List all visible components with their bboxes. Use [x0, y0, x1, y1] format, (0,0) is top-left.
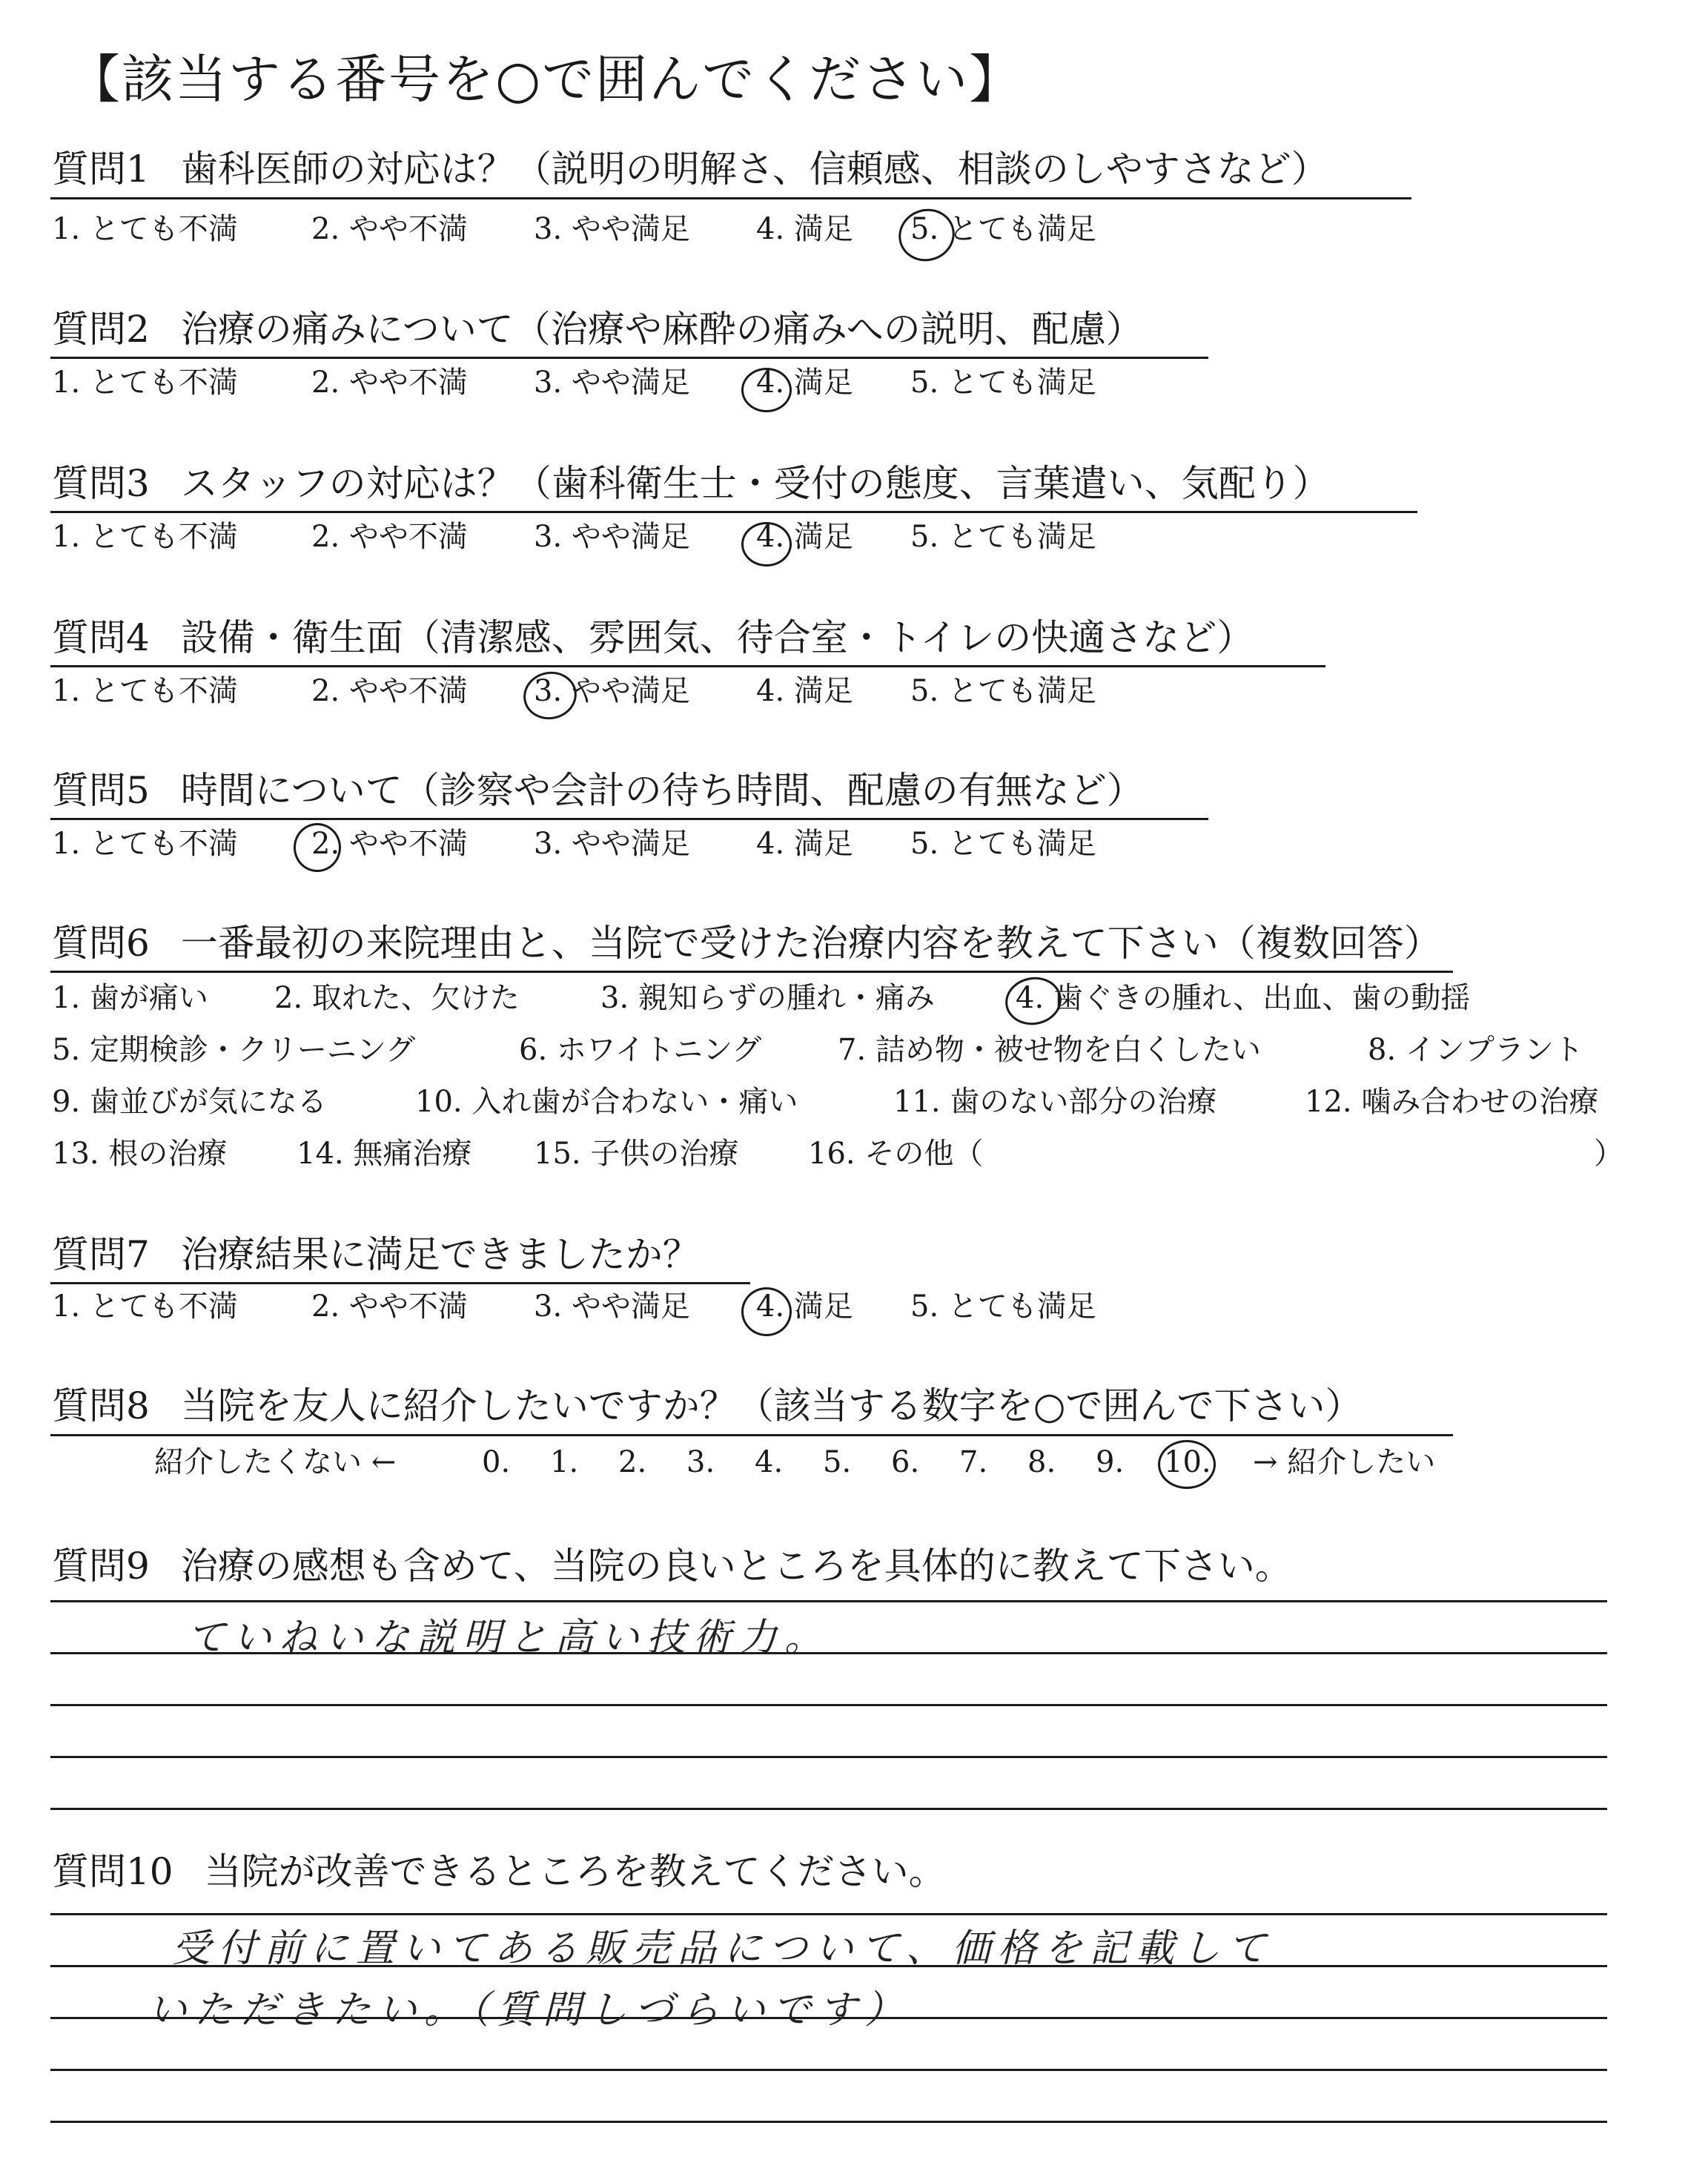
question-5-heading	[52, 767, 1144, 814]
scale-3[interactable]: 3.	[686, 1445, 715, 1479]
answer-line	[50, 1600, 1607, 1602]
selected-answer-circle	[1158, 1440, 1216, 1489]
option-10[interactable]: 10. 入れ歯が合わない・痛い	[415, 1085, 798, 1119]
answer-line	[50, 1756, 1607, 1758]
option-1[interactable]: 1. とても不満	[52, 674, 238, 708]
question-number: 質問10	[52, 1850, 173, 1893]
option-6[interactable]: 6. ホワイトニング	[519, 1033, 762, 1067]
option-5[interactable]: 5. とても満足	[910, 212, 1096, 246]
option-4[interactable]: 4. 満足	[756, 212, 853, 246]
selected-answer-circle	[741, 522, 792, 567]
question-6-heading	[52, 919, 1441, 967]
question-number: 質問7	[52, 1233, 150, 1276]
scale-left-label: 紹介したくない ←	[154, 1445, 397, 1479]
option-4[interactable]: 4. 歯ぐきの腫れ、出血、歯の動揺	[1016, 981, 1471, 1015]
option-13[interactable]: 13. 根の治療	[52, 1137, 228, 1171]
question-text: 当院を友人に紹介したいですか？（該当する数字を○で囲んで下さい）	[180, 1384, 1363, 1427]
scale-7[interactable]: 7.	[959, 1445, 988, 1479]
underline	[50, 971, 1453, 973]
option-2[interactable]: 2. やや不満	[311, 827, 468, 861]
option-4[interactable]: 4. 満足	[756, 674, 853, 708]
handwritten-answer-q9: ていねいな説明と高い技術力。	[187, 1616, 831, 1660]
option-2[interactable]: 2. やや不満	[311, 1289, 468, 1324]
option-3[interactable]: 3. やや満足	[534, 827, 690, 861]
question-9-heading	[52, 1542, 1292, 1590]
other-close-paren: ）	[1594, 1137, 1623, 1171]
question-text: スタッフの対応は？（歯科衛生士・受付の態度、言葉遣い、気配り）	[180, 462, 1330, 505]
option-5[interactable]: 5. とても満足	[910, 520, 1096, 554]
scale-10[interactable]: 10.	[1164, 1445, 1211, 1479]
question-text: 治療の痛みについて（治療や麻酔の痛みへの説明、配慮）	[180, 308, 1143, 351]
question-1-heading	[52, 145, 1328, 193]
option-4[interactable]: 4. 満足	[756, 827, 853, 861]
scale-4[interactable]: 4.	[755, 1445, 784, 1479]
question-4-heading	[52, 614, 1254, 661]
question-3-heading	[52, 460, 1330, 507]
option-1[interactable]: 1. とても不満	[52, 366, 238, 400]
option-3[interactable]: 3. やや満足	[534, 1289, 690, 1324]
option-2[interactable]: 2. やや不満	[311, 212, 468, 246]
question-text: 治療結果に満足できましたか？	[180, 1233, 700, 1276]
option-4[interactable]: 4. 満足	[756, 366, 853, 400]
option-8[interactable]: 8. インプラント	[1368, 1033, 1583, 1067]
selected-answer-circle	[741, 1287, 792, 1336]
underline	[50, 197, 1411, 199]
underline	[50, 818, 1208, 820]
answer-line	[50, 1704, 1607, 1706]
scale-8[interactable]: 8.	[1027, 1445, 1056, 1479]
option-4[interactable]: 4. 満足	[756, 520, 853, 554]
question-text: 設備・衛生面（清潔感、雰囲気、待合室・トイレの快適さなど）	[180, 616, 1254, 659]
answer-line	[50, 1808, 1607, 1810]
scale-9[interactable]: 9.	[1096, 1445, 1125, 1479]
selected-answer-circle	[741, 368, 792, 412]
answer-line	[50, 2121, 1607, 2123]
underline	[50, 357, 1208, 359]
underline	[50, 1282, 750, 1284]
underline	[50, 1434, 1453, 1436]
option-3[interactable]: 3. やや満足	[534, 520, 690, 554]
question-number: 質問2	[52, 308, 150, 351]
page-title: 【該当する番号を○で囲んでください】	[68, 49, 1023, 110]
question-8-heading	[52, 1382, 1362, 1430]
scale-2[interactable]: 2.	[618, 1445, 647, 1479]
question-number: 質問5	[52, 769, 150, 812]
question-text: 当院が改善できるところを教えてください。	[204, 1850, 946, 1893]
question-text: 歯科医師の対応は？（説明の明解さ、信頼感、相談のしやすさなど）	[180, 148, 1328, 191]
question-text: 一番最初の来院理由と、当院で受けた治療内容を教えて下さい（複数回答）	[180, 922, 1441, 965]
option-9[interactable]: 9. 歯並びが気になる	[52, 1085, 327, 1119]
option-5[interactable]: 5. とても満足	[910, 1289, 1096, 1324]
question-7-heading	[52, 1231, 700, 1278]
scale-right-label: → 紹介したい	[1253, 1445, 1436, 1479]
option-2[interactable]: 2. やや不満	[311, 366, 468, 400]
option-1[interactable]: 1. とても不満	[52, 827, 238, 861]
option-2[interactable]: 2. やや不満	[311, 674, 468, 708]
underline	[50, 511, 1417, 513]
question-number: 質問3	[52, 462, 150, 505]
question-text: 時間について（診察や会計の待ち時間、配慮の有無など）	[180, 769, 1144, 812]
option-16-other[interactable]: 16. その他（	[808, 1137, 984, 1171]
option-14[interactable]: 14. 無痛治療	[297, 1137, 472, 1171]
option-1[interactable]: 1. 歯が痛い	[52, 981, 208, 1015]
option-3[interactable]: 3. やや満足	[534, 212, 690, 246]
handwritten-answer-q10-line1: 受付前に置いてある販売品について、価格を記載して	[172, 1926, 1274, 1971]
question-number: 質問4	[52, 616, 150, 659]
option-3[interactable]: 3. 親知らずの腫れ・痛み	[600, 981, 935, 1015]
question-number: 質問9	[52, 1545, 150, 1588]
option-3[interactable]: 3. やや満足	[534, 366, 690, 400]
option-4[interactable]: 4. 満足	[756, 1289, 853, 1324]
question-number: 質問6	[52, 922, 150, 965]
answer-line	[50, 1913, 1607, 1915]
scale-1[interactable]: 1.	[550, 1445, 579, 1479]
handwritten-answer-q10-line2: いただきたい。（質問しづらいです）	[148, 1988, 911, 2032]
option-5[interactable]: 5. とても満足	[910, 827, 1096, 861]
option-5[interactable]: 5. 定期検診・クリーニング	[52, 1033, 416, 1067]
option-7[interactable]: 7. 詰め物・被せ物を白くしたい	[838, 1033, 1261, 1067]
option-11[interactable]: 11. 歯のない部分の治療	[893, 1085, 1217, 1119]
scale-0[interactable]: 0.	[482, 1445, 511, 1479]
question-text: 治療の感想も含めて、当院の良いところを具体的に教えて下さい。	[180, 1545, 1292, 1588]
selected-answer-circle	[294, 823, 341, 872]
option-2[interactable]: 2. やや不満	[311, 520, 468, 554]
question-2-heading	[52, 305, 1143, 353]
option-1[interactable]: 1. とても不満	[52, 1289, 238, 1324]
question-number: 質問8	[52, 1384, 150, 1427]
scale-5[interactable]: 5.	[823, 1445, 852, 1479]
question-number: 質問1	[52, 148, 150, 191]
scale-6[interactable]: 6.	[891, 1445, 920, 1479]
option-3[interactable]: 3. やや満足	[534, 674, 690, 708]
answer-line	[50, 2069, 1607, 2071]
option-5[interactable]: 5. とても満足	[910, 366, 1096, 400]
question-10-heading	[52, 1848, 946, 1895]
option-15[interactable]: 15. 子供の治療	[534, 1137, 739, 1171]
option-12[interactable]: 12. 噛み合わせの治療	[1305, 1085, 1599, 1119]
option-5[interactable]: 5. とても満足	[910, 674, 1096, 708]
option-2[interactable]: 2. 取れた、欠けた	[274, 981, 520, 1015]
option-1[interactable]: 1. とても不満	[52, 520, 238, 554]
underline	[50, 665, 1325, 667]
option-1[interactable]: 1. とても不満	[52, 212, 238, 246]
